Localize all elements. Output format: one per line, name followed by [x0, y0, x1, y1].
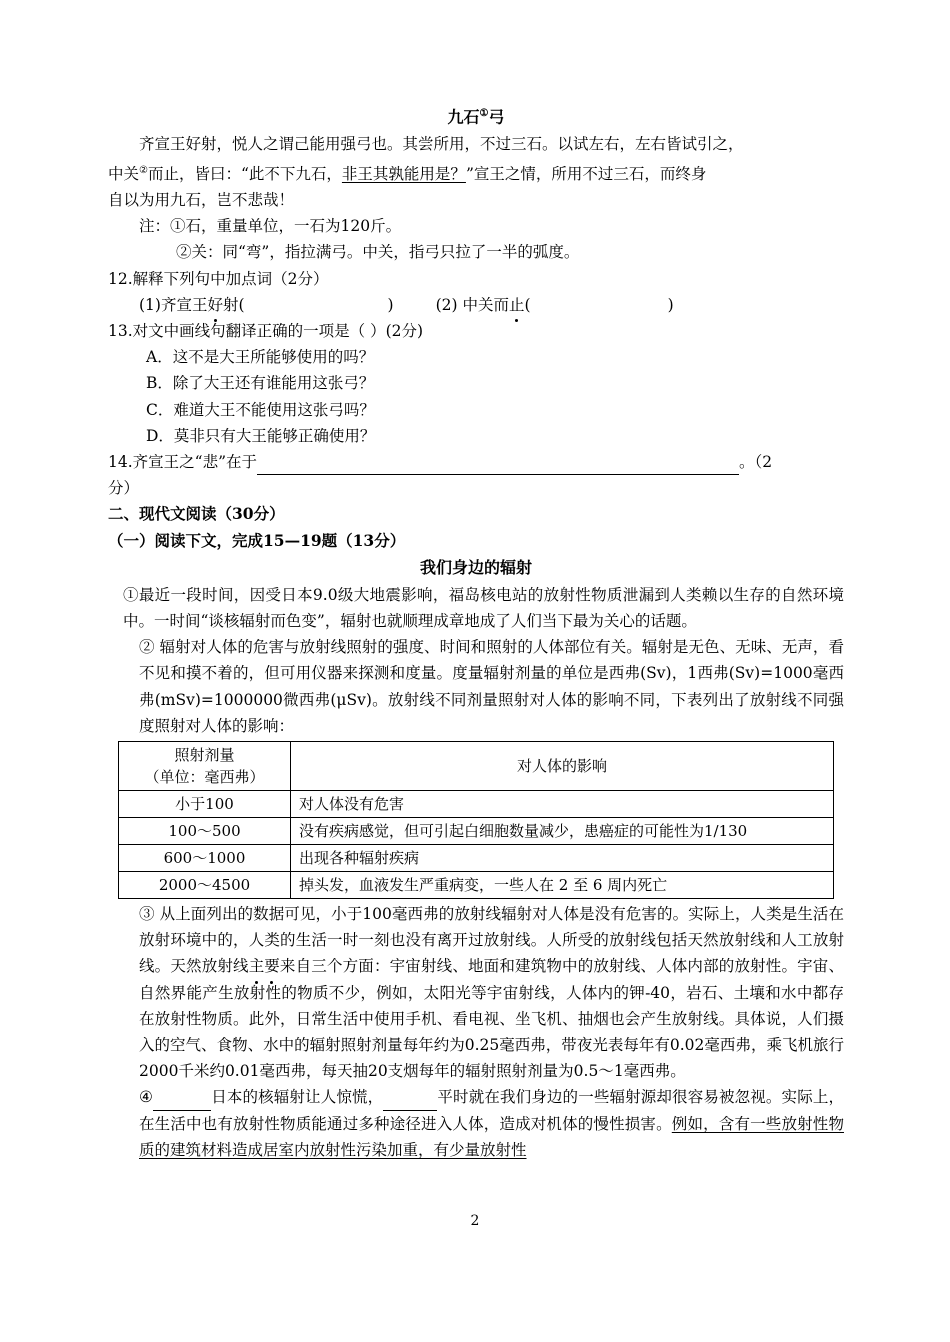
table-cell: 没有疾病感觉，但可引起白细胞数量减少，患癌症的可能性为1/130	[291, 817, 834, 844]
option-c[interactable]: C．难道大王不能使用这张弓吗？	[146, 400, 375, 419]
section-heading: 二、现代文阅读（30分）	[108, 504, 285, 524]
option-d[interactable]: D．莫非只有大王能够正确使用？	[146, 426, 376, 445]
question-12-items: (1)齐宣王好射( ) (2) 中关而止( )	[108, 292, 844, 318]
answer-blank[interactable]	[383, 1093, 437, 1111]
table-row	[119, 817, 834, 844]
table-cell: 600～1000	[119, 844, 291, 871]
article-paragraph-1: ①最近一段时间，因受日本9.0级大地震影响，福岛核电站的放射性物质泄漏到人类赖以生存的自然环境中。一时间“谈核辐射而色变”，辐射也就顺理成章地成了人们当下最为关心的话题。	[123, 585, 844, 630]
table-cell: 对人体没有危害	[291, 790, 834, 817]
radiation-table	[118, 741, 834, 899]
footnote-mark: ①	[479, 108, 489, 119]
table-header-row	[119, 741, 834, 790]
option-b[interactable]: B．除了大王还有谁能用这张弓？	[146, 374, 375, 393]
question-14: 14.齐宣王之“悲”在于 。（2	[108, 449, 844, 475]
classical-paragraph-line: 中关②而止，皆曰：“此不下九石，非王其孰能用是？”宣王之情，所用不过三石，而终身	[108, 164, 707, 183]
table-cell: 小于100	[119, 790, 291, 817]
article-title: 我们身边的辐射	[419, 557, 532, 577]
question-12: 12.解释下列句中加点词（2分）	[108, 269, 329, 288]
answer-blank[interactable]	[257, 457, 739, 475]
note-line: ②关：同“弯”，指拉满弓。中关，指弓只拉了一半的弧度。	[176, 243, 580, 262]
dotted-word: 要	[264, 953, 280, 979]
article-paragraph-4: ④ 日本的核辐射让人惊慌， 平时就在我们身边的一些辐射源却很容易被忽视。实际上，在生活中也有放射性物质能通过多种途径进入人体，造成对机体的慢性损害。例如，含有一些放射性物质的建筑材料造成居室内放射性污染加重，有少量放射性	[139, 1088, 844, 1159]
question-13: 13.对文中画线句翻译正确的一项是（ ）(2分)	[108, 321, 424, 340]
article-paragraph-2: ② 辐射对人体的危害与放射线照射的强度、时间和照射的人体部位有关。辐射是无色、无味、无声，看不见和摸不着的，但可用仪器来探测和度量。度量辐射剂量的单位是西弗(Sv)，1西弗(Sv)=1000毫西弗(mSv)=1000000微西弗(μSv)。放射线不同剂量照射对人体的影响不同，下表列出了放射线不同强度照射对人体的影响：	[139, 638, 844, 735]
table-row	[119, 790, 834, 817]
question-14-cont: 分）	[108, 479, 140, 498]
page-number: 2	[470, 1213, 480, 1229]
article-paragraph-3: ③ 从上面列出的数据可见，小于100毫西弗的放射线辐射对人体是没有危害的。实际上，人类是生活在放射环境中的，人类的生活一时一刻也没有离开过放射线。人所受的放射线包括天然放射线和人工放射线。天然放射线主要来自三个方面：宇宙射线、地面和建筑物中的放射线、人体内部的放射性。宇宙、自然界能产生放射性的物质不少，例如，太阳光等宇宙射线，人体内的钾-40，岩石、土壤和水中都存在放射性物质。此外，日常生活中使用手机、看电视、坐飞机、抽烟也会产生放射线。具体说，人们摄入的空气、食物、水中的辐射照射剂量每年约为0.25毫西弗，带夜光表每年有0.02毫西弗，乘飞机旅行2000千米约0.01毫西弗，每天抽20支烟每年的辐射照射剂量为0.5～1毫西弗。	[139, 904, 844, 1081]
classical-paragraph-line: 自以为用九石，岂不悲哉！	[108, 190, 295, 209]
underlined-sentence: 非王其孰能用是？	[341, 164, 466, 183]
dotted-word: 主	[249, 953, 265, 979]
document-page	[108, 100, 844, 1163]
option-a[interactable]: A．这不是大王所能够使用的吗？	[146, 348, 375, 367]
subsection-heading: （一）阅读下文，完成15—19题（13分）	[108, 530, 406, 550]
note-line: 注：①石，重量单位，一石为120斤。	[139, 217, 402, 236]
table-row	[119, 844, 834, 871]
table-cell: 2000～4500	[119, 871, 291, 898]
table-cell: 掉头发，血液发生严重病变，一些人在 2 至 6 周内死亡	[291, 871, 834, 898]
table-row	[119, 871, 834, 898]
answer-blank[interactable]	[153, 1093, 211, 1111]
dotted-word: 止	[509, 292, 525, 318]
table-cell: 100～500	[119, 817, 291, 844]
table-header-cell: 照射剂量 （单位：毫西弗）	[119, 741, 291, 790]
dotted-word: 好	[207, 292, 223, 318]
footnote-mark: ②	[139, 164, 148, 176]
table-cell: 出现各种辐射疾病	[291, 844, 834, 871]
underlined-sentence: 例如，含有一些放射性物质的建筑材料造成居室内放射性污染加重，有少量放射性	[139, 1114, 844, 1159]
classical-paragraph-line: 齐宣王好射，悦人之谓己能用强弓也。其尝所用，不过三石。以试左右，左右皆试引之，	[139, 135, 744, 154]
table-header-cell: 对人体的影响	[291, 741, 834, 790]
classical-title: 九石①弓	[447, 107, 505, 127]
